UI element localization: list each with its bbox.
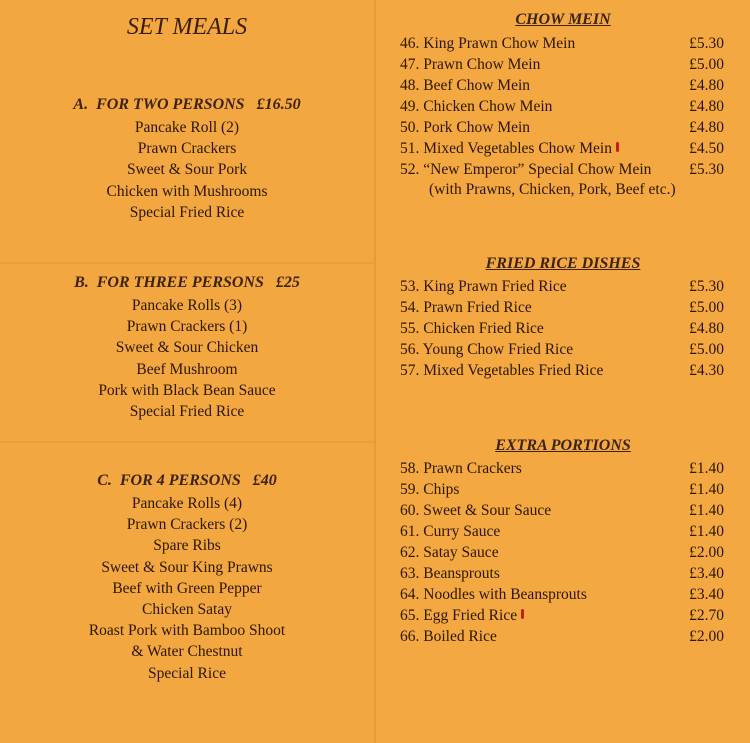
menu-item-price: £2.00: [689, 544, 724, 561]
menu-item-price: £1.40: [689, 523, 724, 540]
menu-item-row: [400, 458, 724, 479]
menu-item-price: £2.00: [689, 628, 724, 645]
fried-rice-list: [400, 276, 724, 381]
chili-icon: [521, 609, 524, 619]
menu-item-name-wrap: [400, 584, 587, 605]
set-menu-a: [0, 96, 374, 223]
menu-item-name-wrap: [400, 563, 500, 584]
set-menu-heading: C. FOR 4 PERSONS £40: [97, 472, 277, 489]
set-menu-item: Prawn Crackers: [137, 140, 237, 158]
chow-mein-title: CHOW MEIN: [515, 11, 611, 28]
menu-item-price: £2.70: [689, 607, 724, 624]
set-menu-items: [0, 493, 374, 684]
set-menu-item: Prawn Crackers (1): [126, 318, 248, 336]
menu-item-name: 59. Chips: [400, 481, 460, 498]
menu-item-name: 50. Pork Chow Mein: [400, 119, 531, 136]
menu-item-price: £4.80: [689, 98, 724, 115]
menu-item-name: 48. Beef Chow Mein: [400, 77, 531, 94]
set-menu-heading: B. FOR THREE PERSONS £25: [74, 274, 300, 291]
menu-item-row: [400, 96, 724, 117]
menu-item-name: 51. Mixed Vegetables Chow Mein: [400, 140, 612, 157]
menu-item-row: [400, 584, 724, 605]
menu-item-row: [400, 626, 724, 647]
fried-rice-title: FRIED RICE DISHES: [485, 255, 641, 272]
set-menu-item: Roast Pork with Bamboo Shoot: [88, 622, 286, 640]
menu-item-price: £1.40: [689, 481, 724, 498]
chili-icon: [616, 142, 619, 152]
menu-item-price: £5.30: [689, 278, 724, 295]
menu-item-name-wrap: [400, 339, 573, 360]
menu-item-price: £5.30: [689, 35, 724, 52]
menu-item-name-wrap: [400, 360, 603, 381]
menu-item-price: £1.40: [689, 460, 724, 477]
menu-item-name-wrap: [400, 605, 524, 626]
menu-item-price: £4.30: [689, 362, 724, 379]
menu-item-row: [400, 297, 724, 318]
set-menu-item: Chicken with Mushrooms: [106, 182, 268, 200]
menu-item-name-wrap: [400, 458, 522, 479]
menu-item-price: £1.40: [689, 502, 724, 519]
menu-item-name: 63. Beansprouts: [400, 565, 500, 582]
menu-item-name: 55. Chicken Fried Rice: [400, 320, 544, 337]
menu-item-name: 52. “New Emperor” Special Chow Mein: [400, 161, 652, 178]
set-menu-heading: A. FOR TWO PERSONS £16.50: [73, 96, 301, 113]
menu-item-name: 46. King Prawn Chow Mein: [400, 35, 576, 52]
menu-item-name-wrap: [400, 96, 552, 117]
menu-item-row: [400, 360, 724, 381]
menu-item-price: £4.80: [689, 320, 724, 337]
menu-item-row: [400, 479, 724, 500]
set-menu-item: Pancake Rolls (3): [131, 297, 243, 314]
chow-mein-list: [400, 33, 724, 180]
set-menu-item: Sweet & Sour Pork: [126, 161, 248, 179]
menu-item-price: £4.80: [689, 77, 724, 94]
menu-item-row: [400, 339, 724, 360]
menu-item-row: [400, 276, 724, 297]
set-menu-item: Beef with Green Pepper: [112, 579, 262, 597]
set-menu-item: & Water Chestnut: [131, 643, 243, 661]
menu-item-name-wrap: [400, 521, 500, 542]
menu-item-price: £5.30: [689, 161, 724, 178]
menu-item-name-wrap: [400, 276, 567, 297]
menu-item-price: £5.00: [689, 56, 724, 73]
set-menu-item: Chicken Satay: [142, 601, 232, 619]
set-menu-item: Special Fried Rice: [129, 203, 245, 221]
menu-item-price: £3.40: [689, 586, 724, 603]
menu-item-name-wrap: [400, 500, 551, 521]
set-menu-item: Pork with Black Bean Sauce: [98, 381, 276, 399]
menu-item-row: [400, 521, 724, 542]
fold-line: [0, 262, 374, 264]
menu-item-name: 62. Satay Sauce: [400, 544, 499, 561]
menu-item-row: [400, 318, 724, 339]
menu-item-name-wrap: [400, 297, 532, 318]
menu-item-name: 56. Young Chow Fried Rice: [400, 341, 574, 358]
menu-item-price: £5.00: [689, 299, 724, 316]
set-menu-c: [0, 472, 374, 684]
chow-mein-note: (with Prawns, Chicken, Pork, Beef etc.): [429, 181, 676, 198]
set-menu-item: Pancake Rolls (4): [131, 495, 243, 512]
menu-item-row: [400, 500, 724, 521]
menu-item-row: [400, 159, 724, 180]
menu-item-row: [400, 54, 724, 75]
menu-item-name: 49. Chicken Chow Mein: [400, 98, 553, 115]
menu-item-name: 53. King Prawn Fried Rice: [400, 278, 567, 295]
menu-item-name-wrap: [400, 138, 619, 159]
menu-item-price: £3.40: [689, 565, 724, 582]
menu-item-row: [400, 138, 724, 159]
set-menu-item: Special Rice: [148, 664, 226, 682]
menu-item-name-wrap: [400, 542, 499, 563]
menu-item-row: [400, 33, 724, 54]
set-menu-items: [0, 295, 374, 422]
menu-item-name-wrap: [400, 318, 544, 339]
menu-item-name-wrap: [400, 117, 530, 138]
menu-item-name: 47. Prawn Chow Mein: [400, 56, 541, 73]
menu-item-row: [400, 605, 724, 626]
set-menu-item: Pancake Roll (2): [134, 119, 240, 136]
extra-portions-list: [400, 458, 724, 647]
extra-portions-title: EXTRA PORTIONS: [495, 437, 631, 454]
set-meals-title: SET MEALS: [126, 14, 248, 40]
chow-mein-note-wrap: [400, 180, 724, 199]
set-menu-b: [0, 274, 374, 422]
menu-item-price: £5.00: [689, 341, 724, 358]
menu-item-price: £4.50: [689, 140, 724, 157]
menu-item-name-wrap: [400, 159, 651, 180]
menu-item-row: [400, 75, 724, 96]
menu-item-name-wrap: [400, 33, 575, 54]
set-menu-item: Special Fried Rice: [129, 403, 245, 421]
set-menu-item: Beef Mushroom: [136, 360, 238, 378]
menu-item-name: 60. Sweet & Sour Sauce: [400, 502, 552, 519]
menu-item-name-wrap: [400, 479, 459, 500]
menu-item-name: 65. Egg Fried Rice: [400, 607, 518, 624]
menu-item-row: [400, 563, 724, 584]
set-menu-item: Sweet & Sour King Prawns: [101, 558, 273, 576]
set-menu-item: Prawn Crackers (2): [126, 516, 248, 534]
menu-item-row: [400, 117, 724, 138]
menu-item-name: 58. Prawn Crackers: [400, 460, 522, 477]
menu-item-name: 54. Prawn Fried Rice: [400, 299, 532, 316]
set-menu-item: Spare Ribs: [153, 537, 221, 555]
menu-item-row: [400, 542, 724, 563]
menu-item-price: £4.80: [689, 119, 724, 136]
set-menu-items: [0, 117, 374, 223]
menu-item-name: 64. Noodles with Beansprouts: [400, 586, 587, 603]
menu-item-name-wrap: [400, 75, 530, 96]
menu-item-name: 57. Mixed Vegetables Fried Rice: [400, 362, 604, 379]
menu-item-name: 61. Curry Sauce: [400, 523, 501, 540]
fold-line: [0, 441, 374, 443]
menu-item-name: 66. Boiled Rice: [400, 628, 497, 645]
set-menu-item: Sweet & Sour Chicken: [115, 339, 259, 357]
menu-item-name-wrap: [400, 54, 540, 75]
menu-item-name-wrap: [400, 626, 497, 647]
